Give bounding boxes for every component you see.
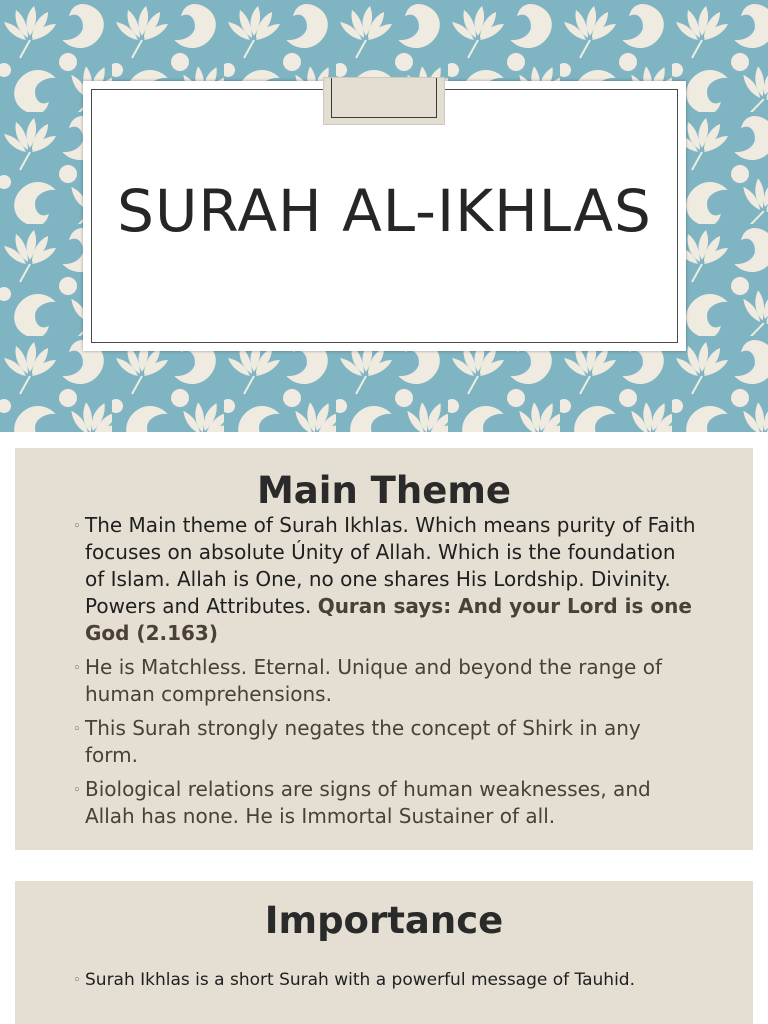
bullet-icon: ◦ (73, 722, 81, 737)
list-item (73, 715, 697, 769)
list-item (73, 776, 697, 830)
importance-slide (15, 881, 753, 1024)
list-item (73, 654, 697, 708)
bullet-icon: ◦ (73, 783, 81, 798)
bullet-icon: ◦ (73, 519, 81, 534)
bullet-text: Biological relations are signs of human weaknesses, and Allah has none. He is Immortal Sustainer of all. (85, 777, 651, 828)
main-theme-bullet-list (73, 512, 697, 837)
quran-quote: Quran says: And your Lord is one God (2.163) (85, 594, 692, 645)
title-tab-decoration (323, 77, 445, 125)
bullet-text: This Surah strongly negates the concept of Shirk in any form. (85, 716, 641, 767)
bullet-icon: ◦ (73, 973, 81, 988)
title-slide (0, 0, 768, 432)
importance-bullet-list (73, 969, 697, 992)
bullet-text: The Main theme of Surah Ikhlas. Which means purity of Faith focuses on absolute Únity of Allah. Which is the foundation of Islam. Allah is One, no one shares His Lordship. Divinity. Powers and Attributes. (85, 513, 696, 618)
importance-heading: Importance (264, 899, 504, 942)
bullet-text: Surah Ikhlas is a short Surah with a powerful message of Tauhid. (85, 970, 636, 990)
list-item (73, 969, 697, 992)
title-card (83, 81, 686, 351)
slide-title: SURAH AL-IKHLAS (117, 177, 652, 245)
list-item (73, 512, 697, 647)
bullet-text: He is Matchless. Eternal. Unique and beyond the range of human comprehensions. (85, 655, 662, 706)
main-theme-slide (15, 448, 753, 850)
main-theme-heading: Main Theme (256, 469, 511, 512)
bullet-icon: ◦ (73, 661, 81, 676)
